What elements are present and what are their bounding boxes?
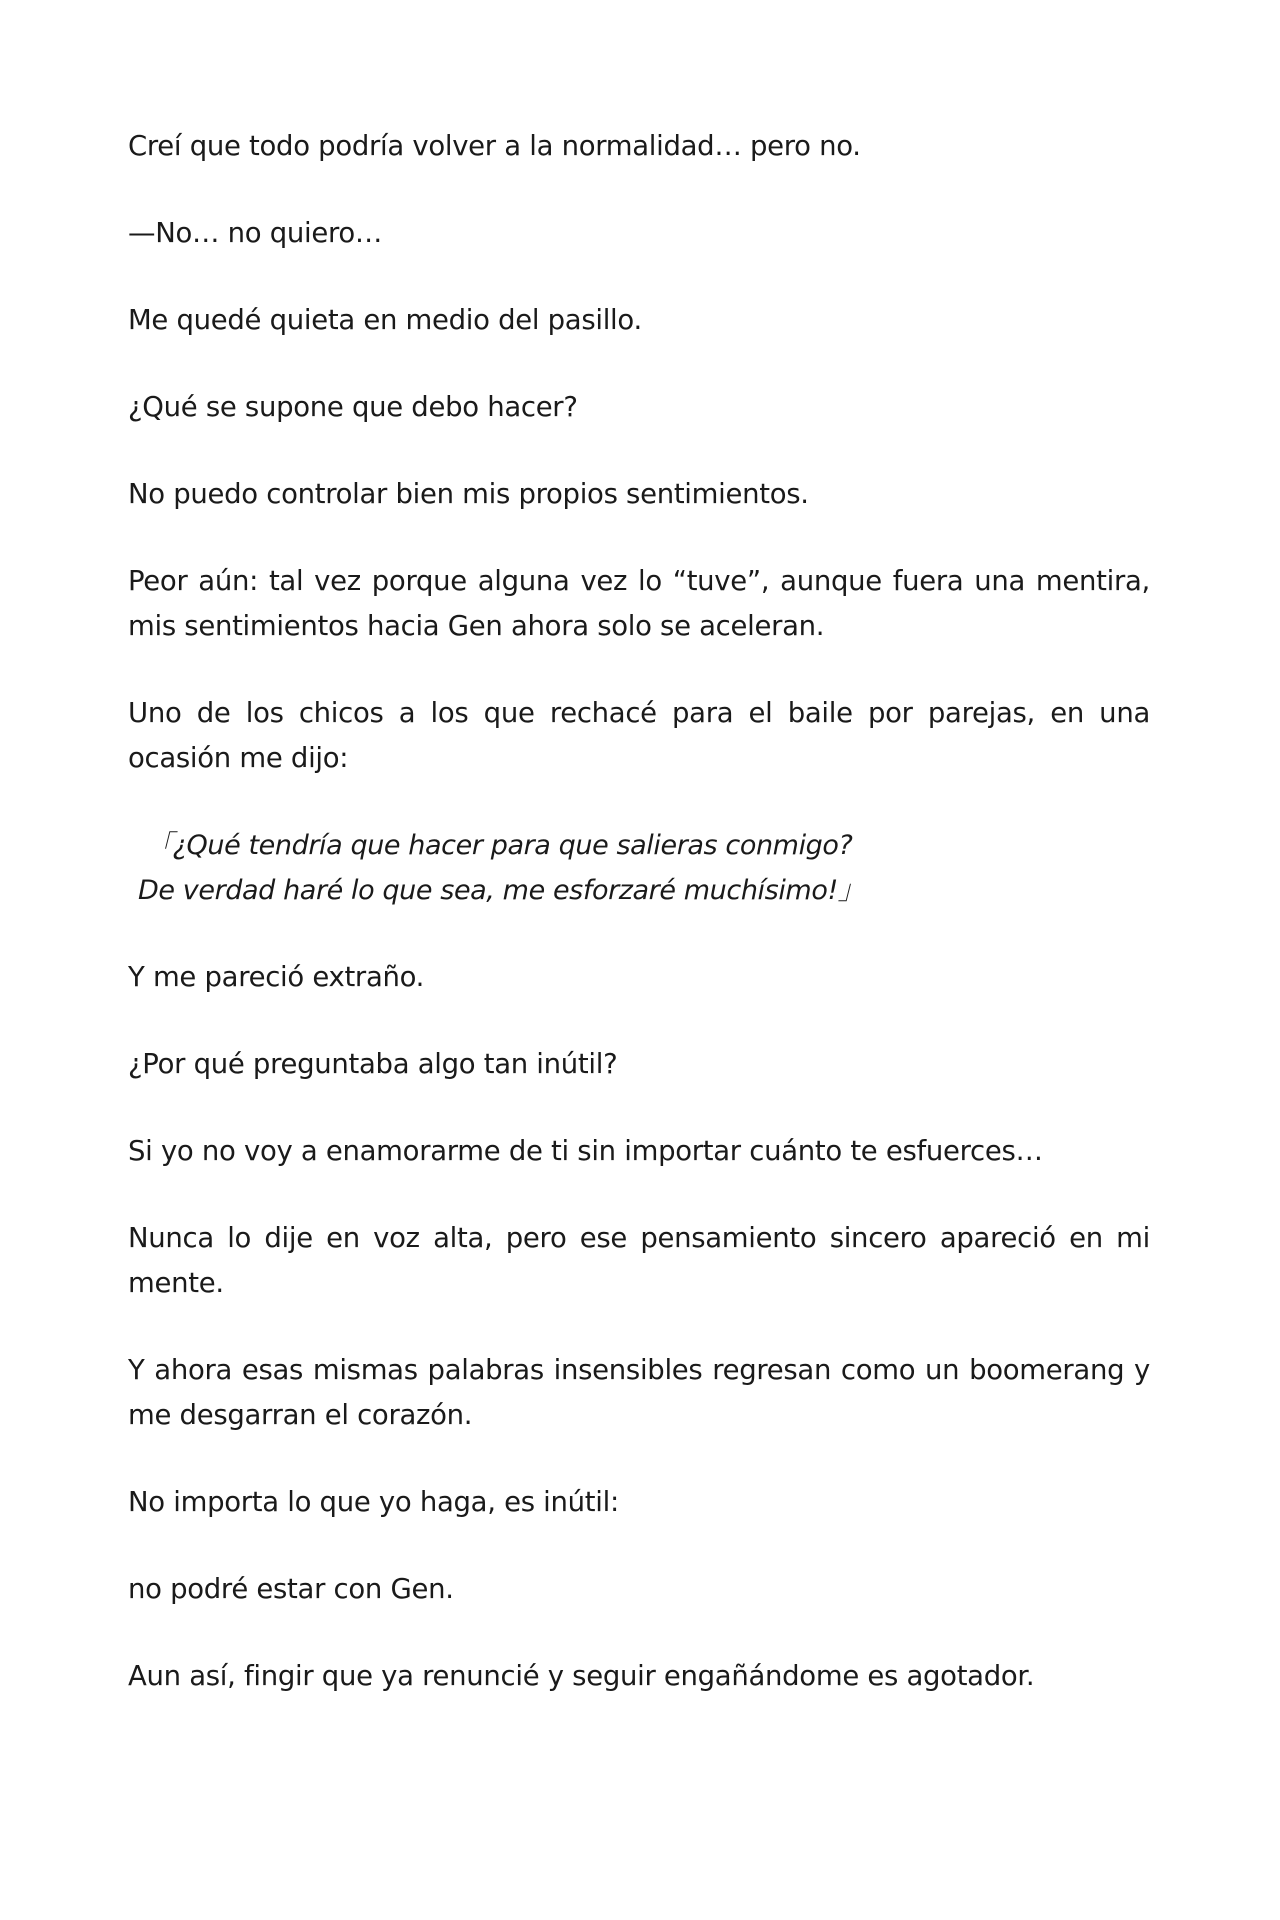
- paragraph: Y ahora esas mismas palabras insensibles regresan como un boomerang y me desgarran el corazón.: [128, 1354, 1150, 1431]
- quoted-speech: [128, 823, 1150, 913]
- paragraph: Y me pareció extraño.: [128, 961, 425, 993]
- quote-line-2: De verdad haré lo que sea, me esforzaré muchísimo!」: [138, 875, 865, 906]
- paragraph: Me quedé quieta en medio del pasillo.: [128, 304, 642, 336]
- paragraph: No puedo controlar bien mis propios sentimientos.: [128, 478, 809, 510]
- paragraph: No importa lo que yo haga, es inútil:: [128, 1486, 619, 1518]
- paragraph: Aun así, fingir que ya renuncié y seguir engañándome es agotador.: [128, 1660, 1035, 1692]
- paragraph: ¿Por qué preguntaba algo tan inútil?: [128, 1048, 618, 1080]
- quote-line-1: 「¿Qué tendría que hacer para que salieras conmigo?: [146, 830, 853, 861]
- dialogue-line: —No… no quiero…: [128, 217, 383, 249]
- document-page: [128, 124, 1150, 1741]
- paragraph: Uno de los chicos a los que rechacé para el baile por parejas, en una ocasión me dijo:: [128, 697, 1150, 774]
- paragraph: no podré estar con Gen.: [128, 1573, 454, 1605]
- paragraph: ¿Qué se supone que debo hacer?: [128, 391, 578, 423]
- paragraph: Si yo no voy a enamorarme de ti sin importar cuánto te esfuerces…: [128, 1135, 1043, 1167]
- paragraph: Peor aún: tal vez porque alguna vez lo “tuve”, aunque fuera una mentira, mis sentimientos hacia Gen ahora solo se aceleran.: [128, 565, 1150, 642]
- paragraph: Nunca lo dije en voz alta, pero ese pensamiento sincero apareció en mi mente.: [128, 1222, 1150, 1299]
- paragraph: Creí que todo podría volver a la normalidad… pero no.: [128, 130, 861, 162]
